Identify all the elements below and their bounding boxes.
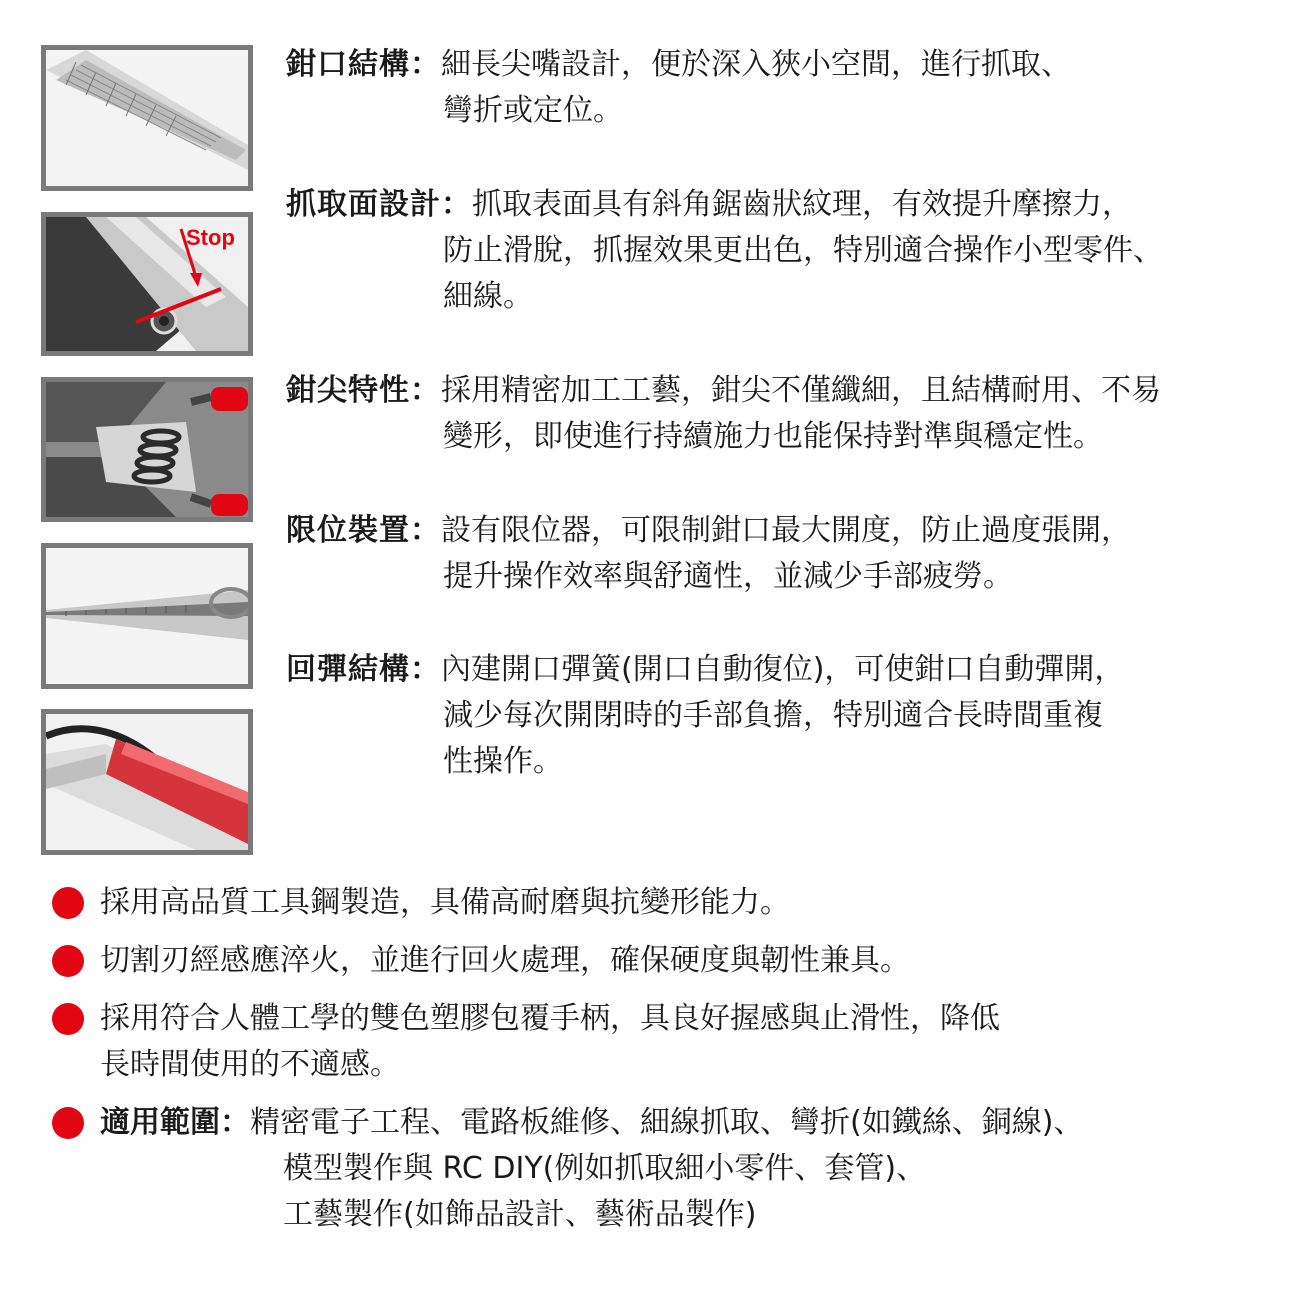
stop-limiter-image	[46, 217, 248, 351]
feature-text: 彎折或定位。	[443, 93, 623, 128]
feature-text: 防止滑脫，抓握效果更出色，特別適合操作小型零件、	[443, 233, 1163, 268]
feature-text: 採用精密加工工藝，鉗尖不僅纖細，且結構耐用、不易	[441, 373, 1161, 408]
feature-text: 性操作。	[443, 744, 563, 779]
red-dot-icon	[52, 1003, 84, 1035]
feature-jaw-structure	[286, 42, 1276, 134]
bullet-text: 精密電子工程、電路板維修、細線抓取、彎折(如鐵絲、銅線)、	[250, 1105, 1084, 1140]
feature-text: 細線。	[443, 279, 533, 314]
bullet-item	[52, 938, 1272, 984]
feature-text: 內建開口彈簧(開口自動復位)，可使鉗口自動彈開，	[441, 652, 1125, 687]
feature-tip	[286, 368, 1276, 460]
feature-text: 變形，即使進行持續施力也能保持對準與穩定性。	[443, 419, 1103, 454]
handle-image	[46, 714, 248, 850]
bullet-item-scope	[52, 1100, 1272, 1238]
feature-label: 鉗尖特性：	[286, 373, 441, 408]
feature-spring	[286, 647, 1276, 785]
thumb-tip-spring	[41, 377, 253, 522]
stop-label: Stop	[186, 225, 235, 250]
feature-label: 回彈結構：	[286, 652, 441, 687]
bullet-item	[52, 880, 1272, 926]
tip-profile-image	[46, 548, 248, 684]
bullet-text: 模型製作與 RC DIY(例如抓取細小零件、套管)、	[283, 1151, 927, 1186]
feature-label: 限位裝置：	[286, 513, 441, 548]
thumb-tip-profile	[41, 543, 253, 689]
bullet-item	[52, 996, 1272, 1088]
red-dot-icon	[52, 945, 84, 977]
feature-text: 細長尖嘴設計，便於深入狹小空間，進行抓取、	[441, 47, 1071, 82]
feature-text: 減少每次開閉時的手部負擔，特別適合長時間重複	[443, 698, 1103, 733]
bullet-text: 採用高品質工具鋼製造，具備高耐磨與抗變形能力。	[100, 885, 790, 920]
bullet-text: 工藝製作(如飾品設計、藝術品製作)	[283, 1197, 757, 1232]
bullet-text: 採用符合人體工學的雙色塑膠包覆手柄，具良好握感與止滑性，降低	[100, 1001, 1000, 1036]
feature-label: 鉗口結構：	[286, 47, 441, 82]
thumb-handle	[41, 709, 253, 855]
thumb-stop-limiter	[41, 212, 253, 356]
thumb-jaw-structure	[41, 45, 253, 191]
feature-label: 抓取面設計：	[286, 187, 472, 222]
bullet-label: 適用範圍：	[100, 1105, 250, 1140]
feature-text: 設有限位器，可限制鉗口最大開度，防止過度張開，	[441, 513, 1131, 548]
bullet-text: 切割刃經感應淬火，並進行回火處理，確保硬度與韌性兼具。	[100, 943, 910, 978]
bullet-text: 長時間使用的不適感。	[100, 1047, 400, 1082]
feature-limiter	[286, 508, 1276, 600]
red-dot-icon	[52, 1107, 84, 1139]
bullet-list	[52, 880, 1272, 1250]
tip-spring-image	[46, 382, 248, 517]
red-dot-icon	[52, 887, 84, 919]
feature-grip-surface	[286, 182, 1276, 320]
plier-tip-image	[46, 50, 248, 186]
feature-text: 提升操作效率與舒適性，並減少手部疲勞。	[443, 559, 1013, 594]
feature-text: 抓取表面具有斜角鋸齒狀紋理，有效提升摩擦力，	[472, 187, 1132, 222]
